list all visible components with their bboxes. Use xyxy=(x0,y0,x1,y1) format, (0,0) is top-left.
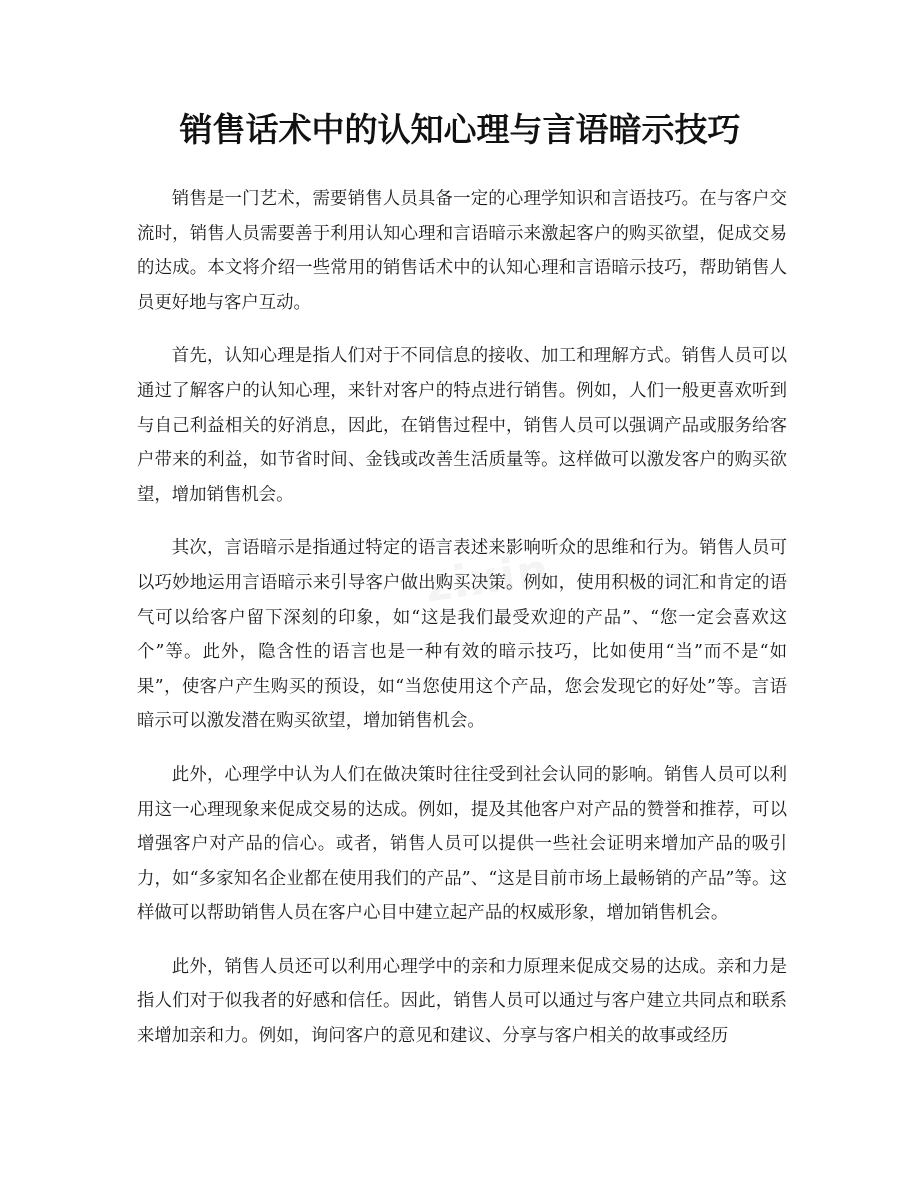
paragraph-cognitive-psychology: 首先，认知心理是指人们对于不同信息的接收、加工和理解方式。销售人员可以通过了解客户的认知心理，来针对客户的特点进行销售。例如，人们一般更喜欢听到与自己利益相关的好消息，因此，在销售过程中，销售人员可以强调产品或服务给客户带来的利益，如节省时间、金钱或改善生活质量等。这样做可以激发客户的购买欲望，增加销售机会。 xyxy=(137,346,787,505)
document-body xyxy=(137,182,787,1073)
watermark: zixin xyxy=(422,544,554,613)
paragraph-verbal-suggestion: 其次，言语暗示是指通过特定的语言表述来影响听众的思维和行为。销售人员可以巧妙地运用言语暗示来引导客户做出购买决策。例如，使用积极的词汇和肯定的语气可以给客户留下深刻的印象，如“这是我们最受欢迎的产品”、“您一定会喜欢这个”等。此外，隐含性的语言也是一种有效的暗示技巧，比如使用“当”而不是“如果”，使客户产生购买的预设，如“当您使用这个产品，您会发现它的好处”等。言语暗示可以激发潜在购买欲望，增加销售机会。 xyxy=(137,538,787,732)
paragraph-affinity: 此外，销售人员还可以利用心理学中的亲和力原理来促成交易的达成。亲和力是指人们对于似我者的好感和信任。因此，销售人员可以通过与客户建立共同点和联系来增加亲和力。例如，询问客户的意见和建议、分享与客户相关的故事或经历 xyxy=(137,956,787,1047)
paragraph-intro: 销售是一门艺术，需要销售人员具备一定的心理学知识和言语技巧。在与客户交流时，销售人员需要善于利用认知心理和言语暗示来激起客户的购买欲望，促成交易的达成。本文将介绍一些常用的销售话术中的认知心理和言语暗示技巧，帮助销售人员更好地与客户互动。 xyxy=(137,189,787,313)
paragraph-social-proof: 此外，心理学中认为人们在做决策时往往受到社会认同的影响。销售人员可以利用这一心理现象来促成交易的达成。例如，提及其他客户对产品的赞誉和推荐，可以增强客户对产品的信心。或者，销售人员可以提供一些社会证明来增加产品的吸引力，如“多家知名企业都在使用我们的产品”、“这是目前市场上最畅销的产品”等。这样做可以帮助销售人员在客户心目中建立起产品的权威形象，增加销售机会。 xyxy=(137,764,787,924)
document-title: 销售话术中的认知心理与言语暗示技巧 xyxy=(179,110,741,149)
